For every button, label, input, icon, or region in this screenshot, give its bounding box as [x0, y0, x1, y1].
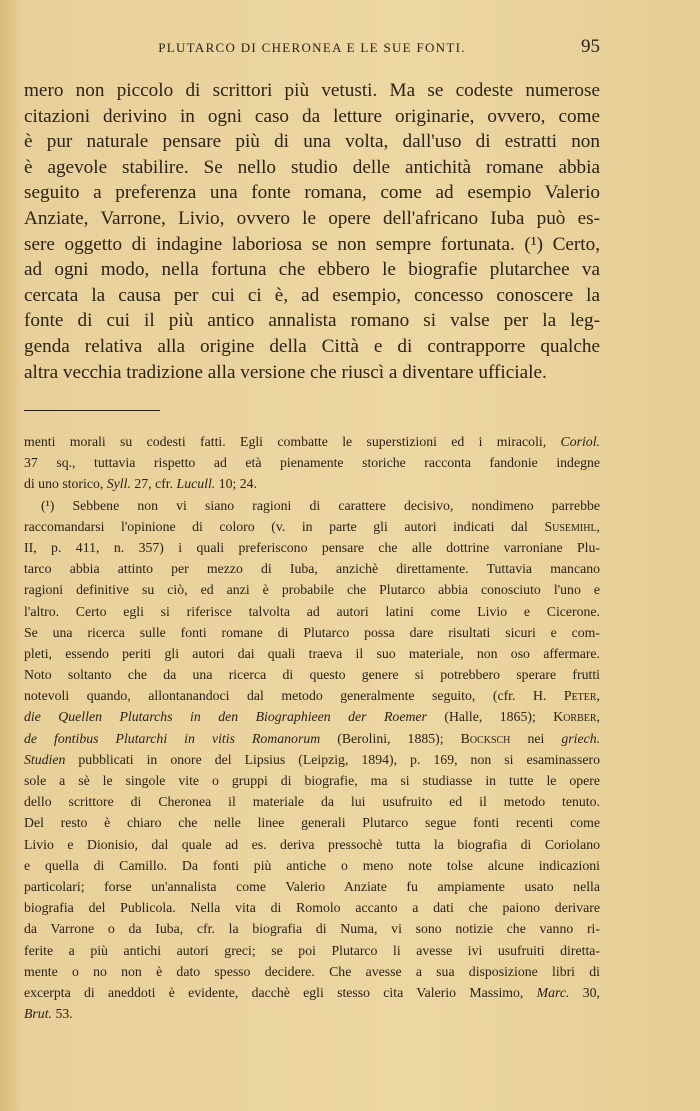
footnote-line: di uno storico, Syll. 27, cfr. Lucull. 10; 24.: [24, 476, 258, 492]
text-line: genda relativa alla origine della Città e di contrapporre qualche: [24, 335, 600, 357]
text-line: mero non piccolo di scrittori più vetusti. Ma se codeste numerose: [24, 80, 600, 101]
running-title: PLUTARCO DI CHERONEA E LE SUE FONTI.: [158, 40, 466, 55]
footnote-line: Livio e Dionisio, dal quale ad es. deriva pressochè tutta la biografia di Coriolano: [24, 836, 600, 852]
text-line: altra vecchia tradizione alla versione che riuscì a diventare ufficiale.: [24, 361, 547, 383]
footnote-line: Se una ricerca sulle fonti romane di Plutarco possa dare risultati sicuri e com-: [24, 624, 600, 640]
footnote-line: ragioni definitive su ciò, ed anzi è probabile che Plutarco abbia conosciuto l'uno e: [24, 582, 600, 598]
footnote-line: ferite a più antichi autori greci; se poi Plutarco li avesse ivi usufruiti diretta-: [24, 942, 600, 958]
footnote-line: menti morali su codesti fatti. Egli combatte le superstizioni ed i miracoli, Coriol.: [24, 434, 600, 449]
text-line: cercata la causa per cui ci è, ad esempio, concesso conoscere la: [24, 284, 600, 306]
page-number: 95: [581, 36, 600, 57]
footnote-line: de fontibus Plutarchi in vitis Romanorum (Berolini, 1885); Bocksch nei griech.: [24, 730, 601, 746]
footnote-line: raccomandarsi l'opinione di coloro (v. in parte gli autori indicati dal Susemihl,: [24, 518, 601, 534]
footnote-line: tarco abbia attinto per mezzo di Iuba, anzichè direttamente. Tuttavia mancano: [24, 561, 600, 577]
footnote-line: excerpta di aneddoti è evidente, dacchè egli stesso cita Valerio Massimo, Marc. 30,: [24, 984, 600, 1000]
main-text: [24, 78, 600, 385]
footnote-line: particolari; forse un'annalista come Valerio Anziate fu ampiamente usato nella: [24, 878, 600, 894]
text-line: Anziate, Varrone, Livio, ovvero le opere dell'africano Iuba può es-: [24, 207, 600, 229]
footnote-line: II, p. 411, n. 357) i quali preferiscono pensare che alle dottrine varroniane Plu-: [24, 539, 600, 555]
text-line: è pur naturale pensare più di una volta, dall'uso di estratti non: [24, 131, 600, 153]
footnote-line: Del resto è chiaro che nelle linee generali Plutarco segue fonti recenti come: [24, 815, 600, 831]
text-line: è agevole stabilire. Se nello studio delle antichità romane abbia: [24, 156, 600, 178]
text-line: citazioni derivino in ogni caso da letture originarie, ovvero, come: [24, 105, 600, 127]
footnote-separator: [24, 410, 160, 411]
footnote-line: dello scrittore di Cheronea il materiale da lui usufruito ed il metodo tenuto.: [24, 794, 600, 810]
text-line: seguito a preferenza una fonte romana, come ad esempio Valerio: [24, 182, 600, 204]
footnote-line: 37 sq., tuttavia rispetto ad età pienamente storiche racconta fandonie indegne: [24, 455, 600, 471]
footnote-line: Brut. 53.: [24, 1006, 73, 1022]
footnote-line: notevoli quando, allontanandoci dal metodo generalmente seguito, (cfr. H. Peter,: [24, 688, 601, 704]
footnote-line: biografia del Publicola. Nella vita di Romolo accanto a dati che paiono derivare: [24, 900, 600, 916]
footnote-line: Noto soltanto che da una ricerca di questo genere si potrebbero sperare frutti: [24, 667, 600, 683]
text-line: sere oggetto di indagine laboriosa se non sempre fortunata. (¹) Certo,: [24, 233, 600, 255]
footnote-line: die Quellen Plutarchs in den Biographieen der Roemer (Halle, 1865); Korber,: [24, 709, 601, 725]
text-line: fonte di cui il più antico annalista romano si valse per la leg-: [24, 310, 600, 332]
footnote-line: sole a sè le singole vite o gruppi di biografie, ma si studiasse in tutte le opere: [24, 773, 600, 788]
text-line: ad ogni modo, nella fortuna che ebbero le biografie plutarchee va: [24, 259, 600, 281]
footnote-line: mente o no non è dato spesso decidere. Che avesse a sua disposizione libri di: [24, 963, 600, 979]
footnote-line: pleti, essendo periti gli autori dai quali traeva il suo materiale, non oso affermare.: [24, 645, 600, 661]
footnote-line: e quella di Camillo. Da fonti più antiche o meno note tolse alcune indicazioni: [24, 857, 600, 873]
footnote-line: (¹) Sebbene non vi siano ragioni di carattere decisivo, nondimeno parrebbe: [41, 497, 600, 513]
footnotes: [24, 431, 600, 1024]
footnote-line: l'altro. Certo egli si riferisce talvolta ad autori latini come Livio e Cicerone.: [24, 603, 600, 619]
footnote-line: Studien pubblicati in onore del Lipsius (Leipzig, 1894), p. 169, non si esaminassero: [24, 751, 601, 767]
footnote-line: da Varrone o da Iuba, cfr. la biografia di Numa, vi sono notizie che vanno ri-: [24, 921, 600, 937]
